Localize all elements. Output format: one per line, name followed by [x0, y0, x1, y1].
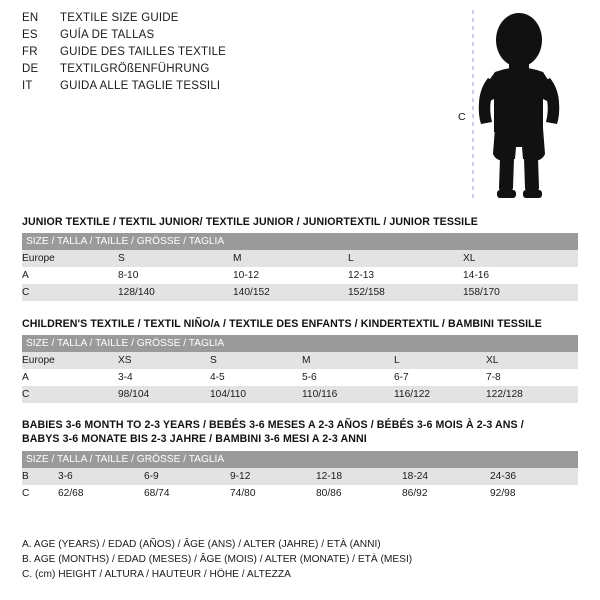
section-junior-textile	[22, 216, 578, 301]
table-row	[22, 335, 578, 352]
language-code-es: ES	[22, 29, 38, 41]
cell: 104/110	[210, 386, 302, 403]
cell: S	[118, 250, 233, 267]
section-title-children: CHILDREN'S TEXTILE / TEXTIL NIÑO/ᴀ / TEXTILE DES ENFANTS / KINDERTEXTIL / BAMBINI TESSILE	[22, 318, 542, 330]
header-row-fr	[22, 46, 422, 63]
cell: 10-12	[233, 267, 348, 284]
table-row	[22, 250, 578, 267]
cell: 4-5	[210, 369, 302, 386]
title-de: TEXTILGRÖßENFÜHRUNG	[60, 63, 210, 75]
footnote-c: C. (cm) HEIGHT / ALTURA / HAUTEUR / HÖHE / ALTEZZA	[22, 569, 291, 580]
title-it: GUIDA ALLE TAGLIE TESSILI	[60, 80, 221, 92]
cell: 98/104	[118, 386, 210, 403]
cell: 86/92	[402, 485, 490, 502]
footnote-b: B. AGE (MONTHS) / EDAD (MESES) / ÂGE (MOIS) / ALTER (MONATE) / ETÀ (MESI)	[22, 554, 413, 565]
cell: 152/158	[348, 284, 463, 301]
row-label: Europe	[22, 250, 118, 267]
cell: L	[394, 352, 486, 369]
language-code-de: DE	[22, 63, 39, 75]
section-children-textile	[22, 318, 578, 403]
cell: 6-9	[144, 468, 230, 485]
row-label: A	[22, 369, 118, 386]
section-title-babies-line1: BABIES 3-6 MONTH TO 2-3 YEARS / BEBÉS 3-6 MESES A 2-3 AÑOS / BÉBÉS 3-6 MOIS À 2-3 ANS /	[22, 419, 524, 431]
title-en: TEXTILE SIZE GUIDE	[60, 12, 179, 24]
cell: XS	[118, 352, 210, 369]
table-row	[22, 386, 578, 403]
language-header	[22, 12, 422, 97]
cell: M	[302, 352, 394, 369]
cell: 116/122	[394, 386, 486, 403]
cell: L	[348, 250, 463, 267]
table-row	[22, 267, 578, 284]
title-es: GUÍA DE TALLAS	[60, 29, 155, 41]
section-title-junior: JUNIOR TEXTILE / TEXTIL JUNIOR/ TEXTILE JUNIOR / JUNIORTEXTIL / JUNIOR TESSILE	[22, 216, 478, 228]
cell: 6-7	[394, 369, 486, 386]
cell: 12-13	[348, 267, 463, 284]
language-code-en: EN	[22, 12, 39, 24]
section-title-babies-line2: BABYS 3-6 MONATE BIS 2-3 JAHRE / BAMBINI 3-6 MESI A 2-3 ANNI	[22, 433, 367, 445]
cell: 68/74	[144, 485, 230, 502]
cell: 8-10	[118, 267, 233, 284]
child-silhouette-figure	[440, 6, 590, 201]
header-row-de	[22, 63, 422, 80]
header-row-en	[22, 12, 422, 29]
cell: 62/68	[58, 485, 144, 502]
row-label: B	[22, 468, 58, 485]
cell: 128/140	[118, 284, 233, 301]
cell: S	[210, 352, 302, 369]
cell: 80/86	[316, 485, 402, 502]
junior-size-table	[22, 233, 578, 301]
cell: 122/128	[486, 386, 578, 403]
table-row	[22, 233, 578, 250]
cell: XL	[463, 250, 578, 267]
table-row	[22, 284, 578, 301]
cell: 9-12	[230, 468, 316, 485]
cell: 140/152	[233, 284, 348, 301]
children-size-table	[22, 335, 578, 403]
table-row	[22, 451, 578, 468]
footnote-a: A. AGE (YEARS) / EDAD (AÑOS) / ÂGE (ANS) / ALTER (JAHRE) / ETÀ (ANNI)	[22, 539, 381, 550]
row-label: C	[22, 284, 118, 301]
cell: 3-4	[118, 369, 210, 386]
cell: 7-8	[486, 369, 578, 386]
cell: 3-6	[58, 468, 144, 485]
table-row	[22, 485, 578, 502]
cell: 92/98	[490, 485, 578, 502]
measure-label-c: C	[458, 111, 466, 123]
title-fr: GUIDE DES TAILLES TEXTILE	[60, 46, 227, 58]
row-label: Europe	[22, 352, 118, 369]
cell: 14-16	[463, 267, 578, 284]
children-header-label: SIZE / TALLA / TAILLE / GRÖSSE / TAGLIA	[22, 335, 578, 352]
cell: 5-6	[302, 369, 394, 386]
child-silhouette-icon	[440, 6, 590, 201]
section-babies-textile	[22, 418, 578, 502]
header-row-it	[22, 80, 422, 97]
cell: XL	[486, 352, 578, 369]
footnotes	[22, 537, 582, 582]
babies-header-label: SIZE / TALLA / TAILLE / GRÖSSE / TAGLIA	[22, 451, 578, 468]
cell: 18-24	[402, 468, 490, 485]
table-row	[22, 468, 578, 485]
cell: 74/80	[230, 485, 316, 502]
row-label: C	[22, 386, 118, 403]
cell: M	[233, 250, 348, 267]
table-row	[22, 369, 578, 386]
junior-header-label: SIZE / TALLA / TAILLE / GRÖSSE / TAGLIA	[22, 233, 578, 250]
row-label: C	[22, 485, 58, 502]
cell: 110/116	[302, 386, 394, 403]
header-row-es	[22, 29, 422, 46]
cell: 158/170	[463, 284, 578, 301]
babies-size-table	[22, 451, 578, 502]
cell: 12-18	[316, 468, 402, 485]
language-code-fr: FR	[22, 46, 38, 58]
table-row	[22, 352, 578, 369]
row-label: A	[22, 267, 118, 284]
cell: 24-36	[490, 468, 578, 485]
language-code-it: IT	[22, 80, 33, 92]
